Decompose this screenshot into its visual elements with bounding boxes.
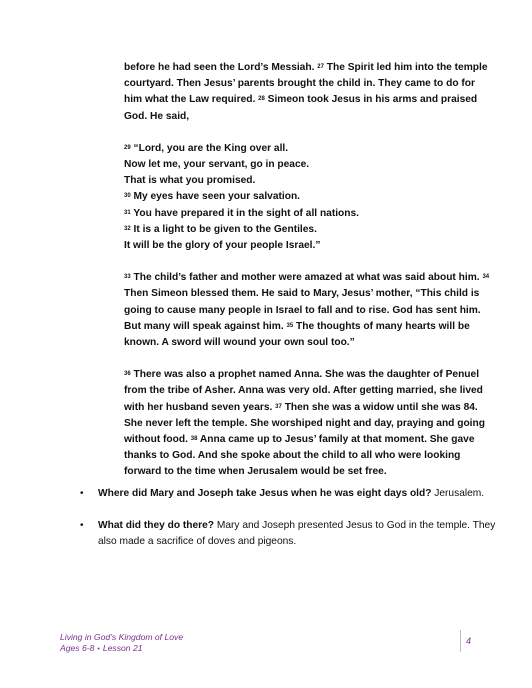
verse-number: 34 <box>482 274 490 281</box>
question-item <box>80 518 500 550</box>
question-text: What did they do there? <box>98 520 215 531</box>
verse-number: 29 <box>124 144 131 151</box>
page-number-divider <box>460 630 461 652</box>
poem-line <box>124 222 494 238</box>
scripture-passage <box>124 60 494 481</box>
poem-text: Now let me, your servant, go in peace. <box>124 159 310 171</box>
footer-title: Living in God’s Kingdom of Love <box>60 632 184 642</box>
text-run: Then Simeon blessed them. He said to Mary, Jesus’ mother, “This child is going to cause many people in Israel to fall and to rise. God has sent him. But many will speak against him. <box>124 288 481 332</box>
answer-text: Mary and Joseph presented Jesus to God in the temple. They also made a sacrifice of doves and pigeons. <box>98 520 496 547</box>
poem-line <box>124 157 494 173</box>
poem-text: It is a light to be given to the Gentiles. <box>130 223 317 235</box>
poem-line <box>124 141 494 157</box>
scripture-paragraph-3 <box>124 270 494 351</box>
scripture-paragraph-4 <box>124 367 494 480</box>
verse-number: 36 <box>124 371 131 378</box>
text-run: The Spirit led him into the temple courtyard. Then Jesus’ parents brought the child in. They came to do for him what the Law required. <box>124 62 488 106</box>
answer-text: Jerusalem. <box>431 488 485 499</box>
question-text: Where did Mary and Joseph take Jesus when he was eight days old? <box>98 488 432 499</box>
poem-text: My eyes have seen your salvation. <box>130 191 300 203</box>
bullet-icon: • <box>80 520 84 531</box>
verse-number: 28 <box>258 96 265 103</box>
page-number: 4 <box>466 636 472 646</box>
text-run: The thoughts of many hearts will be known. A sword will wound your own soul too.” <box>124 320 470 349</box>
verse-number: 27 <box>317 64 324 70</box>
text-run: Simeon took Jesus in his arms and praised God. He said, <box>124 94 478 122</box>
text-run: The child’s father and mother were amazed at what was said about him. <box>130 272 483 284</box>
poem-line <box>124 173 494 189</box>
poem-line <box>124 189 494 205</box>
bullet-icon: • <box>80 488 84 499</box>
poem-text: That is what you promised. <box>124 175 256 187</box>
verse-number: 30 <box>124 193 131 200</box>
poem-text: It will be the glory of your people Israel.” <box>124 240 321 252</box>
footer-lesson-info <box>60 643 183 656</box>
scripture-poem <box>124 141 494 254</box>
poem-line <box>124 238 494 254</box>
poem-line <box>124 206 494 222</box>
verse-number: 37 <box>275 403 282 410</box>
text-run: Then she was a widow until she was 84. She never left the temple. She worshiped night and day, praying and going without food. <box>124 401 485 446</box>
footer-separator: • <box>97 645 100 653</box>
verse-number: 33 <box>124 274 131 281</box>
verse-number: 35 <box>286 322 294 329</box>
text-run: Anna came up to Jesus’ family at that moment. She gave thanks to God. And she spoke about the child to all who were looking forward to the time when Jerusalem would be set free. <box>124 434 475 478</box>
text-run: There was also a prophet named Anna. She was the daughter of Penuel from the tribe of Asher. Anna was very old. After getting married, she lived with her husband seven years. <box>124 369 483 413</box>
question-item <box>80 486 500 502</box>
verse-number: 38 <box>190 436 198 443</box>
page-footer <box>60 632 183 655</box>
footer-lesson: Lesson 21 <box>102 642 143 653</box>
verse-number: 31 <box>124 209 131 216</box>
text-run: before he had seen the Lord’s Messiah. <box>124 62 318 73</box>
poem-text: “Lord, you are the King over all. <box>130 142 289 154</box>
verse-number: 32 <box>124 225 131 232</box>
scripture-paragraph-1 <box>124 60 494 125</box>
poem-text: You have prepared it in the sight of all nations. <box>130 207 359 219</box>
footer-ages: Ages 6-8 <box>60 642 95 653</box>
